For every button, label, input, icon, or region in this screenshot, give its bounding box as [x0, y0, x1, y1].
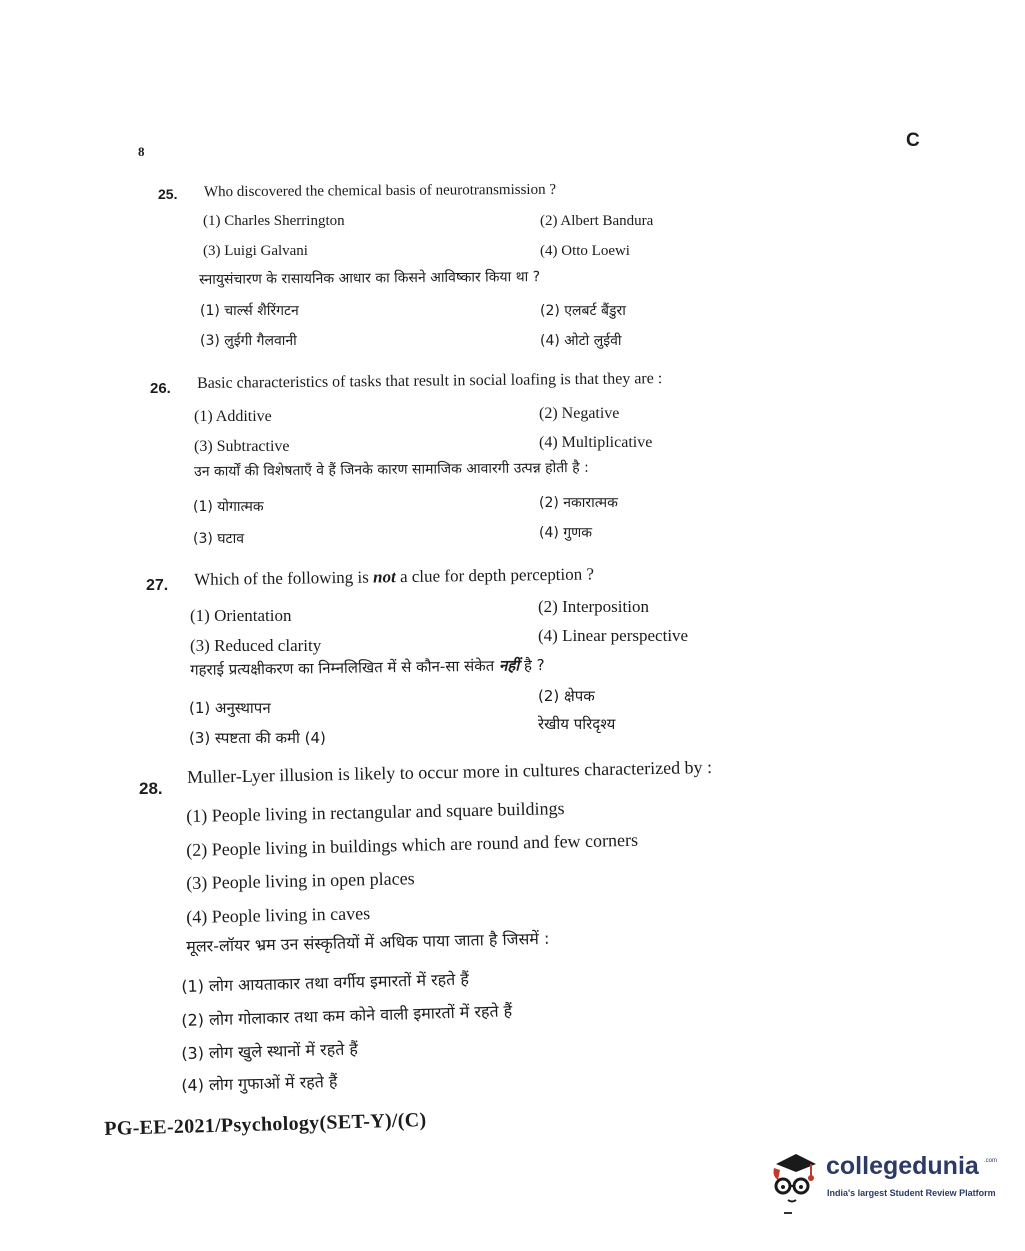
set-code: C — [906, 130, 920, 151]
option-4-en: (4) Otto Loewi — [540, 243, 630, 259]
option-4-hi: (4) गुणक — [539, 525, 593, 541]
option-4-hi: (4) लोग गुफाओं में रहते हैं — [181, 1071, 338, 1095]
question-text-hi — [190, 655, 545, 680]
option-1-en: (1) Orientation — [190, 606, 292, 625]
stray-mark — [784, 1212, 792, 1214]
question-text-en-start: Which of the following is — [194, 567, 374, 589]
option-3-hi: (3) घटाव — [193, 531, 245, 547]
option-4-hi: (4) ओटो लुईवी — [540, 333, 622, 349]
option-3-hi: (3) लोग खुले स्थानों में रहते हैं — [181, 1039, 359, 1063]
collegedunia-watermark — [766, 1146, 998, 1212]
option-2-en: (2) Interposition — [538, 597, 649, 616]
option-3-hi: (3) स्पष्टता की कमी (4) — [189, 729, 326, 747]
question-number: 25. — [158, 186, 178, 202]
option-4-en: (4) People living in caves — [186, 903, 371, 927]
page-marker: 8 — [138, 144, 145, 159]
option-4-en: (4) Linear perspective — [538, 626, 689, 645]
option-2-en: (2) Albert Bandura — [540, 213, 654, 229]
question-text-en: Basic characteristics of tasks that result in social loafing is that they are : — [197, 370, 663, 392]
option-4-en: (4) Multiplicative — [539, 434, 653, 451]
question-text-hi: स्नायुसंचारण के रासायनिक आधार का किसने आविष्कार किया था ? — [199, 269, 541, 288]
question-text-hi: मूलर-लॉयर भ्रम उन संस्कृतियों में अधिक पाया जाता है जिसमें : — [186, 928, 550, 956]
option-4-hi: रेखीय परिदृश्य — [538, 715, 616, 733]
mascot-logo-icon — [766, 1146, 822, 1208]
option-2-hi: (2) नकारात्मक — [539, 495, 618, 511]
option-2-hi: (2) क्षेपक — [538, 687, 595, 705]
emphasis-nahin: नहीं — [498, 656, 520, 675]
question-text-en: Muller-Lyer illusion is likely to occur more in cultures characterized by : — [187, 756, 713, 787]
option-2-en: (2) Negative — [539, 405, 620, 422]
question-text-hi-end: है ? — [519, 656, 545, 675]
option-3-en: (3) People living in open places — [186, 868, 415, 893]
question-text-en-end: a clue for depth perception ? — [395, 564, 595, 587]
question-text-hi: उन कार्यों की विशेषताएँ वे हैं जिनके कारण सामाजिक आवारगी उत्पन्न होती है : — [194, 459, 589, 480]
option-3-en: (3) Subtractive — [194, 438, 290, 455]
option-2-en: (2) People living in buildings which are round and few corners — [186, 829, 639, 860]
brand-name: collegedunia — [826, 1152, 979, 1180]
option-1-hi: (1) लोग आयताकार तथा वर्गीय इमारतों में रहते हैं — [181, 969, 470, 996]
brand-com: .com — [984, 1158, 998, 1164]
question-number: 26. — [150, 380, 171, 397]
option-1-hi: (1) योगात्मक — [193, 499, 264, 515]
option-1-en: (1) Charles Sherrington — [203, 213, 345, 229]
emphasis-not: not — [372, 567, 396, 587]
question-number: 27. — [146, 577, 169, 594]
option-3-en: (3) Reduced clarity — [190, 636, 322, 655]
option-1-en: (1) Additive — [194, 408, 272, 425]
option-1-hi: (1) अनुस्थापन — [189, 699, 271, 717]
paper-code-footer: PG-EE-2021/Psychology(SET-Y)/(C) — [104, 1109, 427, 1140]
option-2-hi: (2) एलबर्ट बैंडुरा — [540, 303, 626, 319]
question-text-en — [194, 564, 594, 590]
question-number: 28. — [139, 779, 163, 798]
brand-tagline: India's largest Student Review Platform — [827, 1188, 996, 1198]
option-3-hi: (3) लुईगी गैलवानी — [200, 333, 297, 349]
option-3-en: (3) Luigi Galvani — [203, 243, 308, 259]
option-1-hi: (1) चार्ल्स शैरिंगटन — [200, 303, 299, 319]
question-text-hi-start: गहराई प्रत्यक्षीकरण का निम्नलिखित में से कौन-सा संकेत — [190, 656, 500, 679]
option-1-en: (1) People living in rectangular and square buildings — [186, 798, 565, 826]
option-2-hi: (2) लोग गोलाकार तथा कम कोने वाली इमारतों में रहते हैं — [181, 1001, 513, 1030]
question-text-en: Who discovered the chemical basis of neurotransmission ? — [203, 181, 557, 201]
